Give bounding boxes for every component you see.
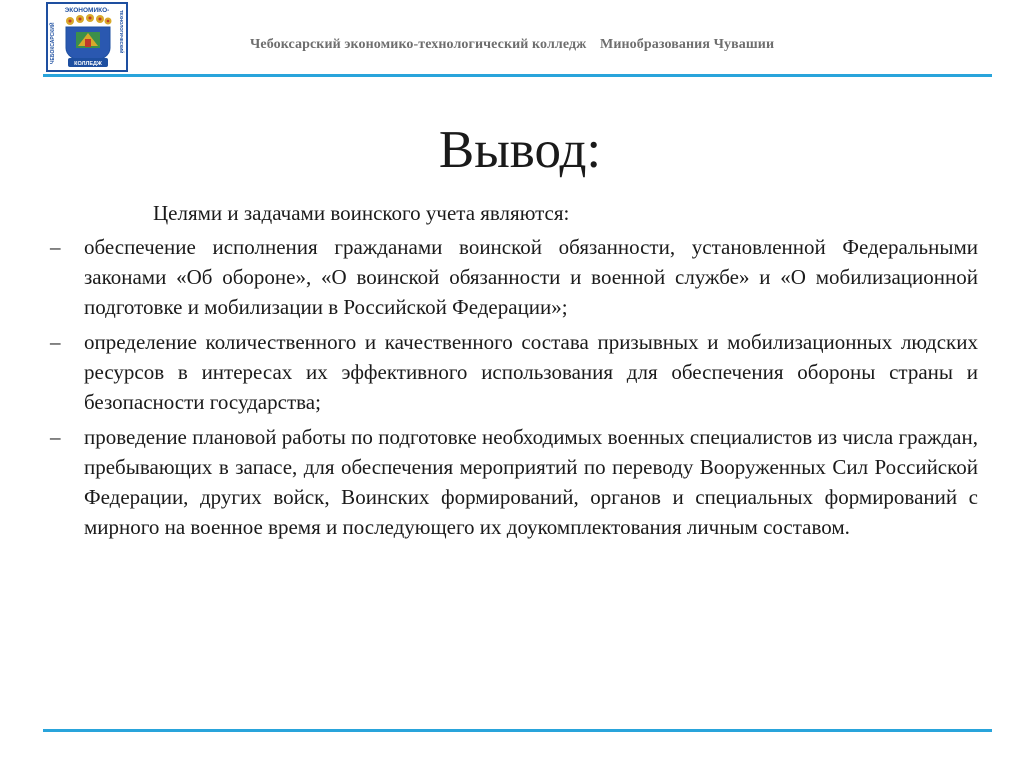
header-divider	[43, 74, 992, 77]
goals-list	[44, 232, 978, 547]
dash-bullet: –	[50, 330, 61, 354]
footer-divider	[43, 729, 992, 732]
college-emblem-icon	[46, 2, 128, 72]
list-item-text: определение количественного и качественного состава призывных и мобилизационных людских ресурсов в интересах их эффективного использования для обеспечения обороны страны и безопасности государства;	[84, 330, 978, 414]
list-item	[44, 232, 978, 322]
intro-text: Целями и задачами воинского учета являются:	[153, 201, 570, 225]
slide-title: Вывод:	[438, 121, 602, 179]
list-item-text: проведение плановой работы по подготовке необходимых военных специалистов из числа граждан, пребывающих в запасе, для обеспечения мероприятий по переводу Вооруженных Сил Российской Федерации, других войск, Воинских формирований, органов и специальных формирований с мирного на военное время и последующего их доукомплектования личным составом.	[84, 425, 978, 539]
list-item	[44, 422, 978, 542]
logo-bottom-text: КОЛЛЕДЖ	[74, 61, 102, 67]
logo-top-text: ЭКОНОМИКО-	[64, 7, 110, 14]
list-item-text: обеспечение исполнения гражданами воинской обязанности, установленной Федеральными законами «Об обороне», «О воинской обязанности и военной службе» и «О мобилизационной подготовке и мобилизации в Российской Федерации»;	[84, 235, 978, 319]
dash-bullet: –	[50, 235, 61, 259]
header-college-name: Чебоксарский экономико-технологический колледж	[250, 37, 587, 52]
logo-left-text: ЧЕБОКСАРСКИЙ	[50, 22, 56, 64]
header-ministry: Минобразования Чувашии	[600, 37, 775, 52]
dash-bullet: –	[50, 425, 61, 449]
slide-header	[250, 37, 950, 53]
list-item	[44, 327, 978, 417]
logo-right-text: ТЕХНОЛОГИЧЕСКИЙ	[119, 10, 124, 54]
